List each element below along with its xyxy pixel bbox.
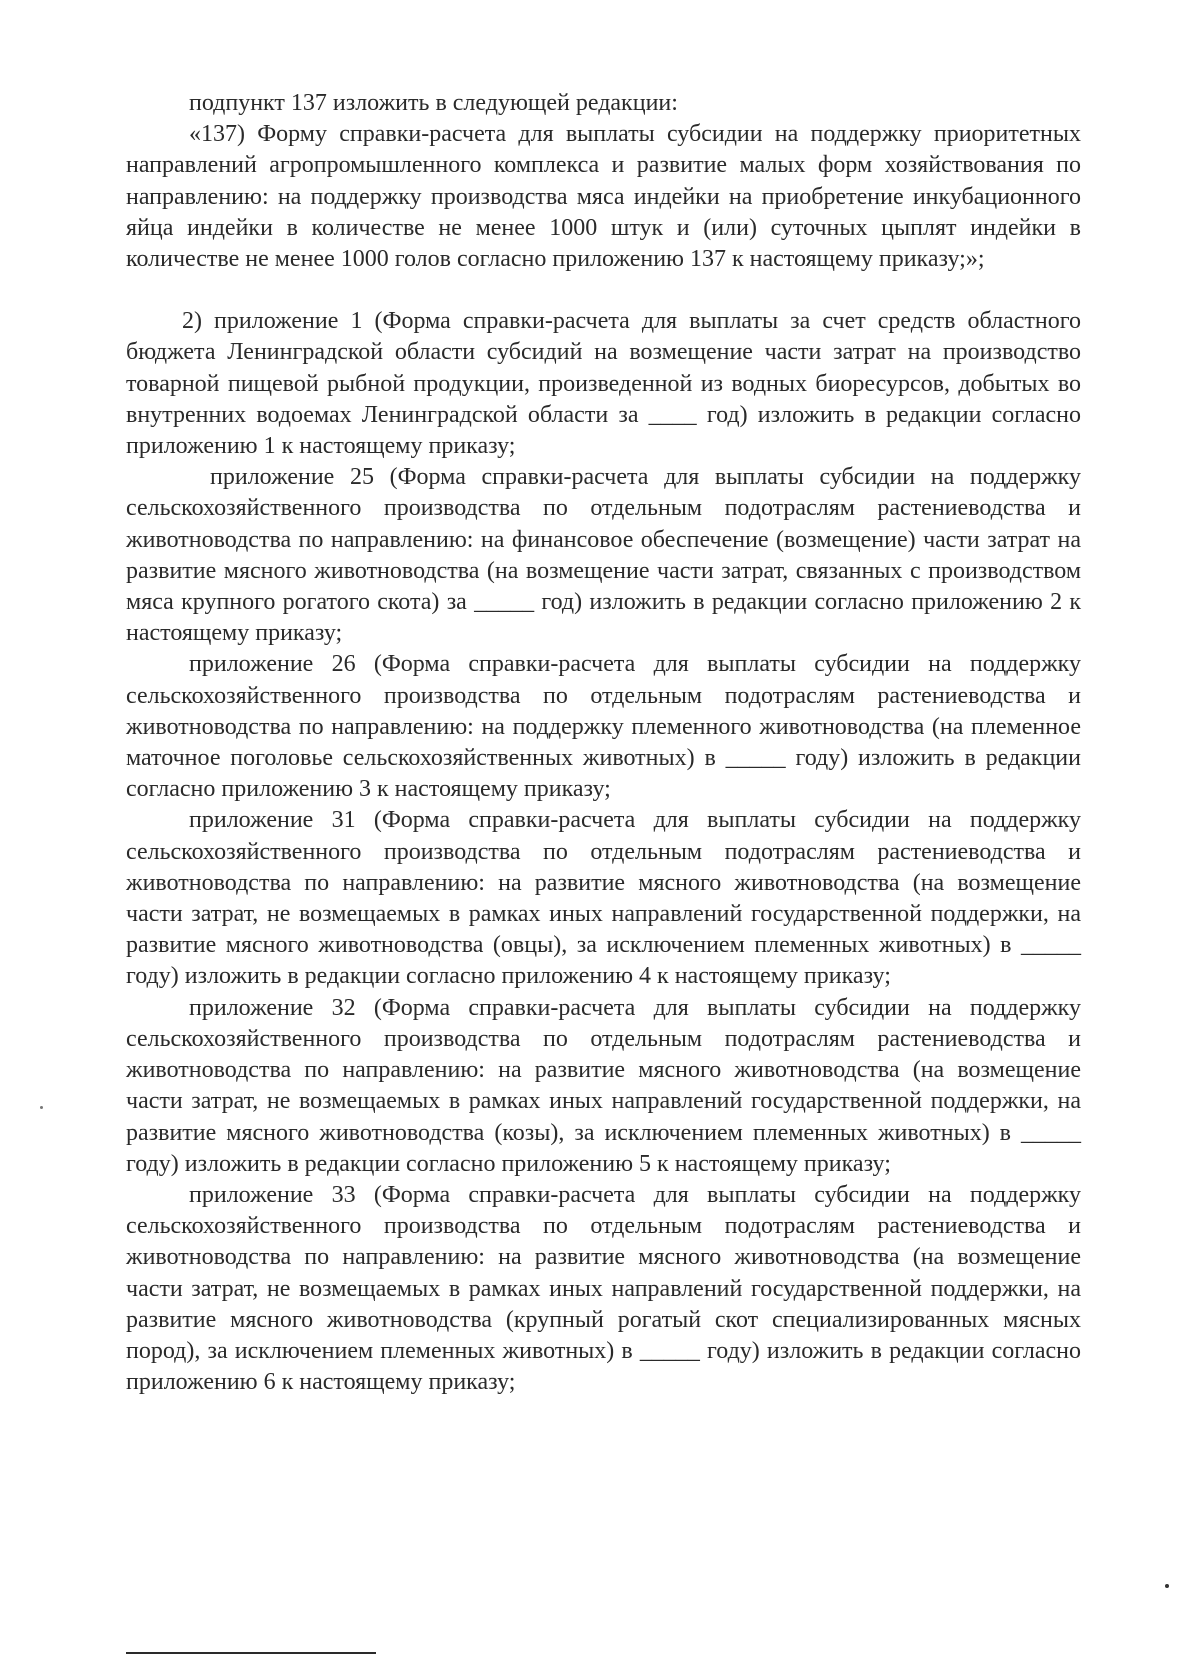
paragraph-appendix-33: приложение 33 (Форма справки-расчета для выплаты субсидии на поддержку сельскохозяйственного производства по отдельным подотраслям растениеводства и животноводства по направлению: на развитие мясного животноводства (на возмещение части затрат, не возмещаемых в рамках иных направлений государственной поддержки, на развитие мясного животноводства (крупный рогатый скот специализированных мясных пород), за исключением племенных животных) в _____ году) изложить в редакции согласно приложению 6 к настоящему приказу;	[126, 1181, 1081, 1396]
document-body	[126, 88, 1081, 1398]
paragraph-item-2-appendix-1: 2) приложение 1 (Форма справки-расчета для выплаты за счет средств областного бюджета Ленинградской области субсидий на возмещение части затрат на производство товарной пищевой рыбной продукции, произведенной из водных биоресурсов, добытых во внутренних водоемах Ленинградской области за ____ год) изложить в редакции согласно приложению 1 к настоящему приказу;	[126, 308, 1081, 460]
paragraph-appendix-26: приложение 26 (Форма справки-расчета для выплаты субсидии на поддержку сельскохозяйственного производства по отдельным подотраслям растениеводства и животноводства по направлению: на поддержку племенного животноводства (на племенное маточное поголовье сельскохозяйственных животных) в _____ году) изложить в редакции согласно приложению 3 к настоящему приказу;	[126, 651, 1081, 803]
scan-speck	[40, 1106, 43, 1109]
paragraph-intro: подпункт 137 изложить в следующей редакции:	[189, 90, 678, 116]
paragraph-appendix-25: приложение 25 (Форма справки-расчета для выплаты субсидии на поддержку сельскохозяйственного производства по отдельным подотраслям растениеводства и животноводства по направлению: на финансовое обеспечение (возмещение) части затрат на развитие мясного животноводства (на возмещение части затрат, связанных с производством мяса крупного рогатого скота) за _____ год) изложить в редакции согласно приложению 2 к настоящему приказу;	[126, 464, 1081, 647]
paragraph-subitem-137: «137) Форму справки-расчета для выплаты субсидии на поддержку приоритетных направлений агропромышленного комплекса и развитие малых форм хозяйствования по направлению: на поддержку производства мяса индейки на приобретение инкубационного яйца индейки в количестве не менее 1000 штук и (или) суточных цыплят индейки в количестве не менее 1000 голов согласно приложению 137 к настоящему приказу;»;	[126, 121, 1081, 273]
scan-speck	[1165, 1584, 1169, 1588]
paragraph-appendix-32: приложение 32 (Форма справки-расчета для выплаты субсидии на поддержку сельскохозяйственного производства по отдельным подотраслям растениеводства и животноводства по направлению: на развитие мясного животноводства (на возмещение части затрат, не возмещаемых в рамках иных направлений государственной поддержки, на развитие мясного животноводства (козы), за исключением племенных животных) в _____ году) изложить в редакции согласно приложению 5 к настоящему приказу;	[126, 994, 1081, 1177]
paragraph-appendix-31: приложение 31 (Форма справки-расчета для выплаты субсидии на поддержку сельскохозяйственного производства по отдельным подотраслям растениеводства и животноводства по направлению: на развитие мясного животноводства (на возмещение части затрат, не возмещаемых в рамках иных направлений государственной поддержки, на развитие мясного животноводства (овцы), за исключением племенных животных) в _____ году) изложить в редакции согласно приложению 4 к настоящему приказу;	[126, 807, 1081, 990]
footnote-separator	[126, 1652, 376, 1654]
